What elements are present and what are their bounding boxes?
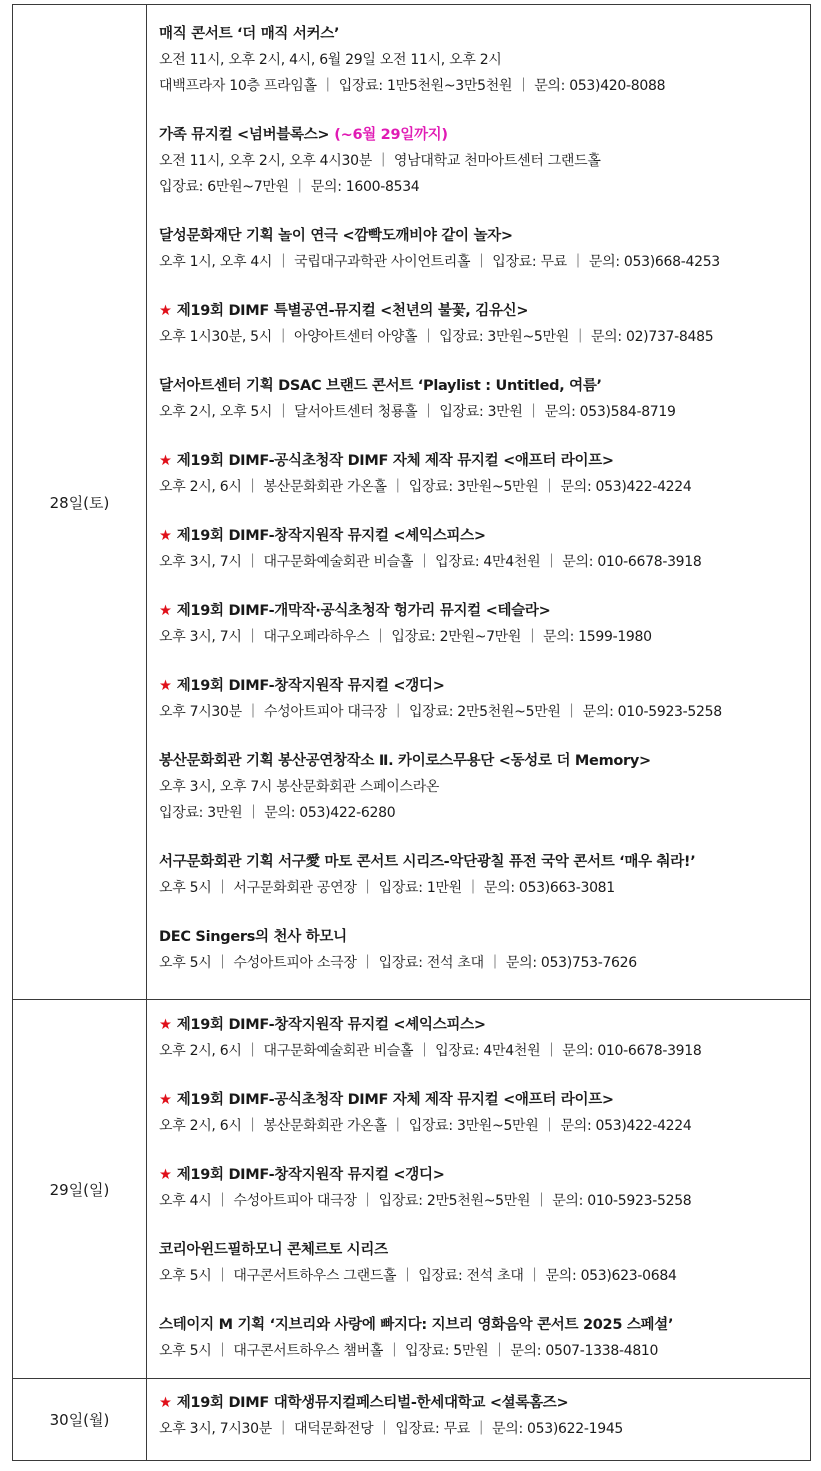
event-detail-line: 입장료: 6만원~7만원 ｜ 문의: 1600-8534 [159, 179, 420, 195]
event-item [159, 1390, 802, 1442]
day-row [13, 1379, 811, 1461]
event-item [159, 1162, 802, 1214]
event-detail-line: 오후 3시, 오후 7시 봉산문화회관 스페이스라온 [159, 779, 440, 795]
event-title [159, 1162, 802, 1188]
event-detail-line: 오후 5시 ｜ 대구콘서트하우스 그랜드홀 ｜ 입장료: 전석 초대 ｜ 문의: 053)623-0684 [159, 1268, 677, 1284]
event-item [159, 122, 802, 200]
event-detail-line: 오전 11시, 오후 2시, 4시, 6월 29일 오전 11시, 오후 2시 [159, 52, 502, 68]
event-title-text: 가족 뮤지컬 <넘버블록스> [159, 127, 330, 143]
event-title-text: 제19회 DIMF-공식초청작 DIMF 자체 제작 뮤지컬 <애프터 라이프> [176, 453, 614, 469]
date-cell: 28일(토) [13, 5, 147, 1000]
event-detail-line: 대백프라자 10층 프라임홀 ｜ 입장료: 1만5천원~3만5천원 ｜ 문의: 053)420-8088 [159, 78, 666, 94]
event-title-text: 봉산문화회관 기획 봉산공연창작소 Ⅱ. 카이로스무용단 <동성로 더 Memory> [159, 753, 651, 769]
event-note: (~6월 29일까지) [334, 127, 448, 143]
event-title [159, 598, 802, 624]
event-title [159, 849, 802, 875]
event-title [159, 448, 802, 474]
event-title-text: 달성문화재단 기획 놀이 연극 <깜빡도깨비야 같이 놀자> [159, 228, 513, 244]
event-detail-line: 입장료: 3만원 ｜ 문의: 053)422-6280 [159, 805, 396, 821]
event-detail-line: 오후 7시30분 ｜ 수성아트피아 대극장 ｜ 입장료: 2만5천원~5만원 ｜ 문의: 010-5923-5258 [159, 704, 722, 720]
schedule-body [13, 5, 811, 1461]
event-title-text: 코리아윈드필하모니 콘체르토 시리즈 [159, 1242, 388, 1258]
event-detail-line: 오후 2시, 6시 ｜ 봉산문화회관 가온홀 ｜ 입장료: 3만원~5만원 ｜ 문의: 053)422-4224 [159, 1118, 692, 1134]
event-title-text: 제19회 DIMF-개막작·공식초청작 헝가리 뮤지컬 <테슬라> [176, 603, 551, 619]
star-icon: ★ [159, 1092, 172, 1108]
event-title [159, 673, 802, 699]
event-item [159, 1012, 802, 1064]
date-cell: 30일(월) [13, 1379, 147, 1461]
event-item [159, 1237, 802, 1289]
event-title [159, 1390, 802, 1416]
event-title [159, 1012, 802, 1038]
event-detail-line: 오후 1시, 오후 4시 ｜ 국립대구과학관 사이언트리홀 ｜ 입장료: 무료 ｜ 문의: 053)668-4253 [159, 254, 720, 270]
event-title-text: 달서아트센터 기획 DSAC 브랜드 콘서트 ‘Playlist : Untitled, 여름’ [159, 378, 602, 394]
events-cell [147, 5, 811, 1000]
event-title-text: 서구문화회관 기획 서구愛 마토 콘서트 시리즈-악단광칠 퓨전 국악 콘서트 ‘매우 춰라!’ [159, 854, 696, 870]
event-item [159, 448, 802, 500]
event-title [159, 223, 802, 249]
event-title [159, 373, 802, 399]
star-icon: ★ [159, 603, 172, 619]
event-detail-line: 오후 5시 ｜ 수성아트피아 소극장 ｜ 입장료: 전석 초대 ｜ 문의: 053)753-7626 [159, 955, 637, 971]
event-title [159, 1237, 802, 1263]
event-title-text: 스테이지 M 기획 ‘지브리와 사랑에 빠지다: 지브리 영화음악 콘서트 2025 스페셜’ [159, 1317, 674, 1333]
event-title [159, 298, 802, 324]
event-item [159, 523, 802, 575]
event-item [159, 373, 802, 425]
event-item [159, 924, 802, 976]
event-item [159, 21, 802, 99]
event-detail-line: 오후 2시, 6시 ｜ 봉산문화회관 가온홀 ｜ 입장료: 3만원~5만원 ｜ 문의: 053)422-4224 [159, 479, 692, 495]
star-icon: ★ [159, 303, 172, 319]
event-detail-line: 오후 5시 ｜ 대구콘서트하우스 챔버홀 ｜ 입장료: 5만원 ｜ 문의: 0507-1338-4810 [159, 1343, 659, 1359]
event-title [159, 1312, 802, 1338]
event-item [159, 1312, 802, 1364]
event-title [159, 523, 802, 549]
event-title-text: 매직 콘서트 ‘더 매직 서커스’ [159, 26, 340, 42]
event-detail-line: 오후 1시30분, 5시 ｜ 아양아트센터 아양홀 ｜ 입장료: 3만원~5만원 ｜ 문의: 02)737-8485 [159, 329, 714, 345]
event-item [159, 748, 802, 826]
event-title-text: 제19회 DIMF-창작지원작 뮤지컬 <갱디> [176, 678, 445, 694]
star-icon: ★ [159, 453, 172, 469]
date-cell: 29일(일) [13, 1000, 147, 1379]
event-item [159, 1087, 802, 1139]
star-icon: ★ [159, 528, 172, 544]
event-detail-line: 오후 3시, 7시 ｜ 대구오페라하우스 ｜ 입장료: 2만원~7만원 ｜ 문의: 1599-1980 [159, 629, 652, 645]
event-item [159, 298, 802, 350]
event-detail-line: 오후 3시, 7시30분 ｜ 대덕문화전당 ｜ 입장료: 무료 ｜ 문의: 053)622-1945 [159, 1421, 624, 1437]
event-title [159, 924, 802, 950]
event-title [159, 122, 802, 148]
event-detail-line: 오후 2시, 6시 ｜ 대구문화예술회관 비슬홀 ｜ 입장료: 4만4천원 ｜ 문의: 010-6678-3918 [159, 1043, 702, 1059]
event-title-text: 제19회 DIMF 특별공연-뮤지컬 <천년의 불꽃, 김유신> [176, 303, 529, 319]
event-item [159, 673, 802, 725]
events-cell [147, 1379, 811, 1461]
event-item [159, 849, 802, 901]
event-title-text: 제19회 DIMF-창작지원작 뮤지컬 <셰익스피스> [176, 1017, 486, 1033]
star-icon: ★ [159, 1167, 172, 1183]
event-detail-line: 오후 3시, 7시 ｜ 대구문화예술회관 비슬홀 ｜ 입장료: 4만4천원 ｜ 문의: 010-6678-3918 [159, 554, 702, 570]
event-title-text: DEC Singers의 천사 하모니 [159, 929, 347, 945]
event-schedule-table [12, 4, 811, 1461]
event-item [159, 598, 802, 650]
event-detail-line: 오후 2시, 오후 5시 ｜ 달서아트센터 청룡홀 ｜ 입장료: 3만원 ｜ 문의: 053)584-8719 [159, 404, 676, 420]
day-row [13, 1000, 811, 1379]
star-icon: ★ [159, 1017, 172, 1033]
events-cell [147, 1000, 811, 1379]
star-icon: ★ [159, 678, 172, 694]
event-title-text: 제19회 DIMF-공식초청작 DIMF 자체 제작 뮤지컬 <애프터 라이프> [176, 1092, 614, 1108]
event-detail-line: 오후 4시 ｜ 수성아트피아 대극장 ｜ 입장료: 2만5천원~5만원 ｜ 문의: 010-5923-5258 [159, 1193, 692, 1209]
event-title-text: 제19회 DIMF 대학생뮤지컬페스티벌-한세대학교 <셜록홈즈> [176, 1395, 569, 1411]
event-title-text: 제19회 DIMF-창작지원작 뮤지컬 <갱디> [176, 1167, 445, 1183]
event-detail-line: 오전 11시, 오후 2시, 오후 4시30분 ｜ 영남대학교 천마아트센터 그랜드홀 [159, 153, 601, 169]
event-detail-line: 오후 5시 ｜ 서구문화회관 공연장 ｜ 입장료: 1만원 ｜ 문의: 053)663-3081 [159, 880, 615, 896]
event-item [159, 223, 802, 275]
event-title [159, 1087, 802, 1113]
event-title [159, 21, 802, 47]
star-icon: ★ [159, 1395, 172, 1411]
day-row [13, 5, 811, 1000]
event-title-text: 제19회 DIMF-창작지원작 뮤지컬 <셰익스피스> [176, 528, 486, 544]
event-title [159, 748, 802, 774]
